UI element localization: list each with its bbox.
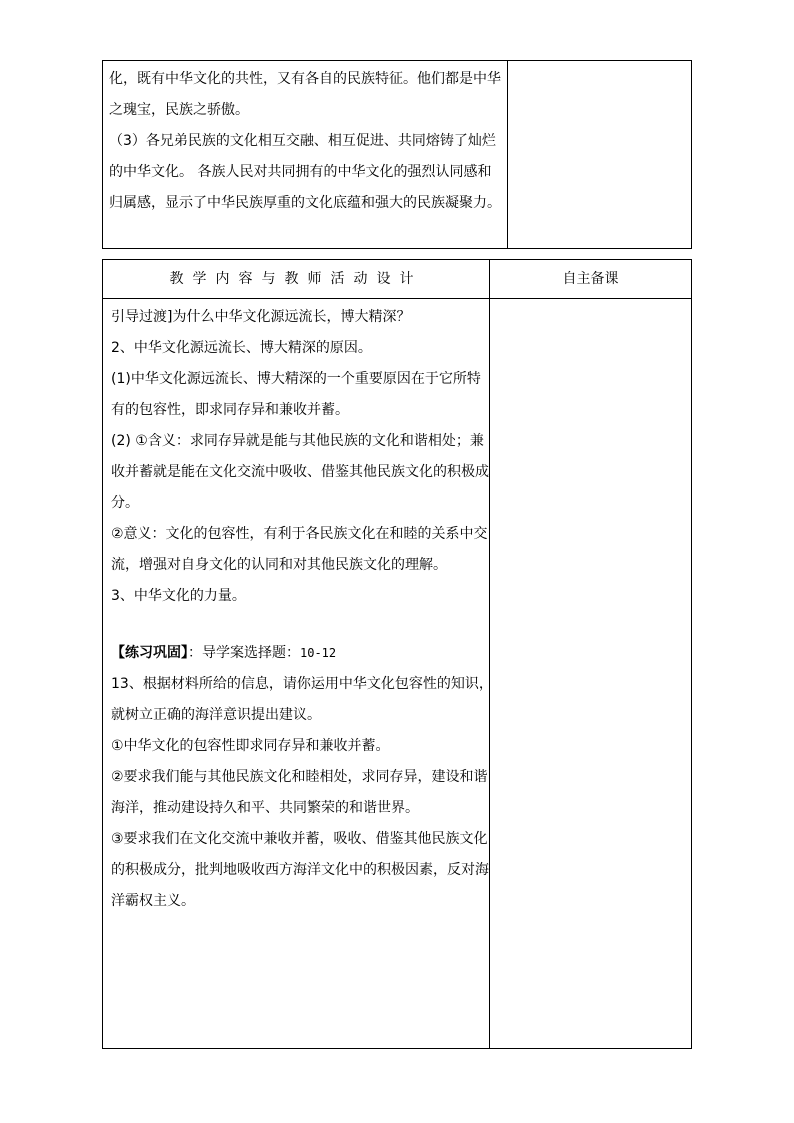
text-line: 的中华文化。 各族人民对共同拥有的中华文化的强烈认同感和	[109, 164, 492, 180]
text-line: 之瑰宝，民族之骄傲。	[109, 102, 249, 118]
text-line: ③要求我们在文化交流中兼收并蓄，吸收、借鉴其他民族文化	[111, 831, 488, 847]
spacer	[111, 612, 487, 638]
text-line: 海洋，推动建设持久和平、共同繁荣的和谐世界。	[111, 800, 419, 816]
text-line: 3、中华文化的力量。	[111, 588, 246, 604]
text-line: (2) ①含义：求同存异就是能与其他民族的文化和谐相处；兼	[111, 433, 484, 449]
practice-range: 10-12	[300, 646, 337, 660]
text-line: 洋霸权主义。	[111, 893, 195, 909]
text-line: 就树立正确的海洋意识提出建议。	[111, 707, 321, 723]
practice-label: 【练习巩固】	[111, 645, 188, 661]
text-line: 流，增强对自身文化的认同和对其他民族文化的理解。	[111, 557, 447, 573]
lesson-design-table	[102, 259, 692, 1049]
header-divider	[103, 298, 691, 299]
text-line: ①中华文化的包容性即求同存异和兼收并蓄。	[111, 738, 390, 754]
text-line: ②意义：文化的包容性，有利于各民族文化在和睦的关系中交	[111, 526, 488, 542]
practice-text: ：导学案选择题：	[188, 645, 300, 661]
text-line: 有的包容性，即求同存异和兼收并蓄。	[111, 402, 349, 418]
text-line: 引导过渡]为什么中华文化源远流长，博大精深？	[111, 309, 411, 325]
text-line: （3）各兄弟民族的文化相互交融、相互促进、共同熔铸了灿烂	[109, 133, 496, 149]
text-line: 的积极成分，批判地吸收西方海洋文化中的积极因素，反对海	[111, 862, 489, 878]
text-line: 分。	[111, 495, 139, 511]
header-teaching-content: 教学内容与教师活动设计	[169, 271, 423, 287]
top-table	[102, 60, 692, 249]
header-self-prep: 自主备课	[562, 271, 619, 287]
column-divider	[507, 61, 508, 248]
lesson-content-cell	[111, 302, 493, 917]
text-line: (1)中华文化源远流长、博大精深的一个重要原因在于它所特	[111, 371, 481, 387]
text-line: 收并蓄就是能在文化交流中吸收、借鉴其他民族文化的积极成	[111, 464, 489, 480]
practice-line	[111, 638, 487, 669]
text-line: 归属感，显示了中华民族厚重的文化底蕴和强大的民族凝聚力。	[109, 195, 501, 211]
text-line: 2、中华文化源远流长、博大精深的原因。	[111, 340, 372, 356]
column-divider	[489, 260, 490, 1048]
top-table-content-cell	[109, 64, 501, 219]
text-line: ②要求我们能与其他民族文化和睦相处，求同存异，建设和谐	[111, 769, 488, 785]
text-line: 化，既有中华文化的共性，又有各自的民族特征。他们都是中华	[109, 71, 501, 87]
text-line: 13、根据材料所给的信息，请你运用中华文化包容性的知识，	[111, 676, 493, 692]
